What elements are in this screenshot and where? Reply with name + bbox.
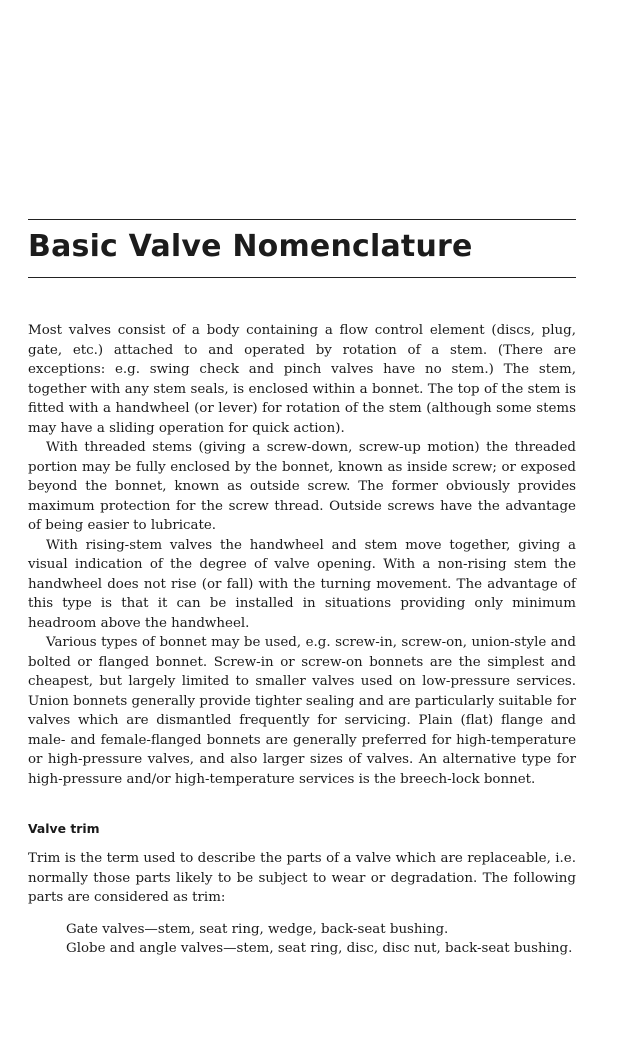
paragraph-threaded-stems: With threaded stems (giving a screw-down, screw-up motion) the threaded portion may be fully enclosed by the bonnet, known as inside screw; or exposed beyond the bonnet, known as outside screw. The former obviously provides maximum protection for the screw thread. Outside screws have the advantage of being easier to lubricate. [28,440,576,533]
chapter-title: Basic Valve Nomenclature [28,229,473,264]
title-rule-bottom [28,277,576,278]
paragraph-rising-stem: With rising-stem valves the handwheel and stem move together, giving a visual indication of the degree of valve opening. With a non-rising stem the handwheel does not rise (or fall) with the turning movement. The advantage of this type is that it can be installed in situations providing only minimum headroom above the handwheel. [28,537,576,631]
page-body [28,321,576,959]
trim-list-item-globe-angle-valves: Globe and angle valves—stem, seat ring, disc, disc nut, back-seat bushing. [66,941,573,956]
title-rule-top [28,219,576,220]
paragraph-trim-intro: Trim is the term used to describe the parts of a valve which are replaceable, i.e. normally those parts likely to be subject to wear or degradation. The following parts are considered as trim: [28,851,576,905]
trim-list [66,920,576,959]
paragraph-bonnet-types: Various types of bonnet may be used, e.g. screw-in, screw-on, union-style and bolted or flanged bonnet. Screw-in or screw-on bonnets are the simplest and cheapest, but largely limited to smaller valves used on low-pressure services. Union bonnets generally provide tighter sealing and are particularly suitable for valves which are dismantled frequently for servicing. Plain (flat) flange and male- and female-flanged bonnets are generally preferred for high-temperature or high-pressure valves, and also larger sizes of valves. An alternative type for high-pressure and/or high-temperature services is the breech-lock bonnet. [28,635,576,787]
trim-list-item-gate-valves: Gate valves—stem, seat ring, wedge, back-seat bushing. [66,921,449,937]
section-heading-valve-trim: Valve trim [28,821,100,836]
paragraph-valve-components: Most valves consist of a body containing a flow control element (discs, plug, gate, etc.) attached to and operated by rotation of a stem. (There are exceptions: e.g. swing check and pinch valves have no stem.) The stem, together with any stem seals, is enclosed within a bonnet. The top of the stem is fitted with a handwheel (or lever) for rotation of the stem (although some stems may have a sliding operation for quick action). [28,323,576,436]
